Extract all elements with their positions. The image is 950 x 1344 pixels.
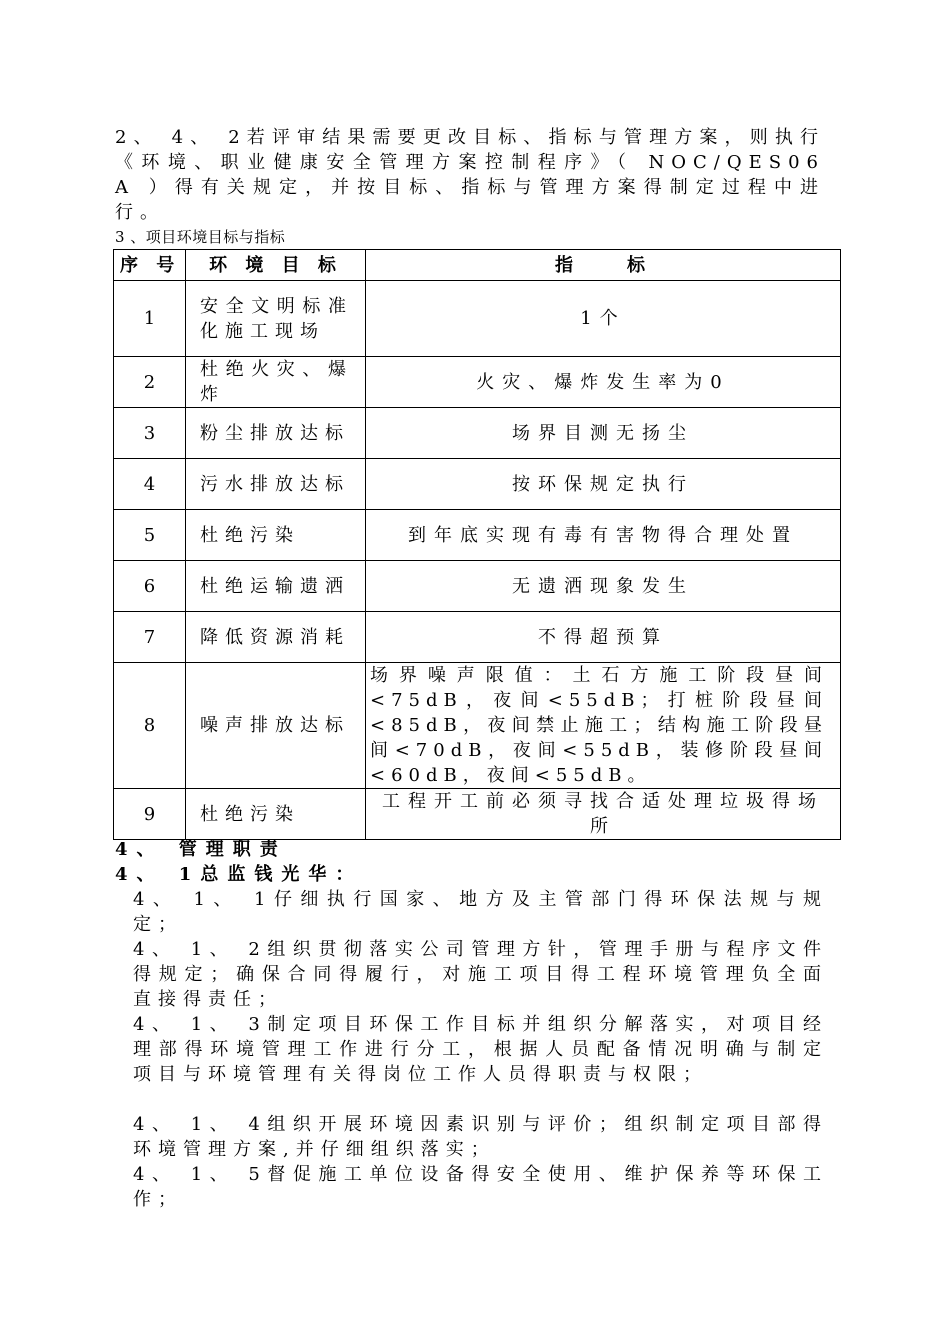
table-row <box>114 561 841 612</box>
row-indicator: 按环保规定执行 <box>366 459 841 510</box>
row-number: 2 <box>114 357 186 408</box>
table-row <box>114 663 841 789</box>
row-indicator: 1个 <box>366 281 841 357</box>
table-row <box>114 408 841 459</box>
duty-item: 4、 1、 3制定项目环保工作目标并组织分解落实，对项目经理部得环境管理工作进行分工，根据人员配备情况明确与制定项目与环境管理有关得岗位工作人员得职责与权限； <box>133 1014 828 1085</box>
row-goal: 降低资源消耗 <box>186 612 366 663</box>
header-goal: 环 境 目 标 <box>186 250 366 281</box>
intro-paragraph: 2、 4、 2若评审结果需要更改目标、指标与管理方案，则执行《环境、职业健康安全管理方案控制程序》（ NOC/QES06 A ）得有关规定，并按目标、指标与管理方案得制定过程中进行。 <box>115 127 825 223</box>
row-number: 5 <box>114 510 186 561</box>
row-goal: 噪声排放达标 <box>186 663 366 789</box>
table-row <box>114 459 841 510</box>
row-goal: 杜绝火灾、爆炸 <box>186 357 366 408</box>
table-header-row <box>114 250 841 281</box>
row-indicator: 火灾、爆炸发生率为0 <box>366 357 841 408</box>
row-number: 1 <box>114 281 186 357</box>
header-indicator: 指 标 <box>366 250 841 281</box>
row-indicator: 无遗洒现象发生 <box>366 561 841 612</box>
duty-item: 4、 1、 1仔细执行国家、地方及主管部门得环保法规与规定； <box>133 889 828 935</box>
row-number: 7 <box>114 612 186 663</box>
row-goal: 杜绝运输遗洒 <box>186 561 366 612</box>
table-row <box>114 612 841 663</box>
row-number: 4 <box>114 459 186 510</box>
targets-table <box>113 249 841 840</box>
section-4-1-heading: 4、 1总监钱光华： <box>115 864 363 885</box>
row-indicator: 不得超预算 <box>366 612 841 663</box>
table-row <box>114 357 841 408</box>
row-goal: 杜绝污染 <box>186 510 366 561</box>
duty-item: 4、 1、 2组织贯彻落实公司管理方针，管理手册与程序文件得规定；确保合同得履行，对施工项目得工程环境管理负全面直接得责任； <box>133 939 828 1010</box>
row-number: 6 <box>114 561 186 612</box>
table-row <box>114 281 841 357</box>
row-indicator: 工程开工前必须寻找合适处理垃圾得场所 <box>366 789 841 840</box>
row-goal: 污水排放达标 <box>186 459 366 510</box>
row-number: 8 <box>114 663 186 789</box>
section-3-caption: 3 、项目环境目标与指标 <box>115 228 286 246</box>
table-row <box>114 789 841 840</box>
row-goal: 安全文明标准化施工现场 <box>186 281 366 357</box>
row-indicator: 到年底实现有毒有害物得合理处置 <box>366 510 841 561</box>
table-row <box>114 510 841 561</box>
row-goal: 杜绝污染 <box>186 789 366 840</box>
duty-item: 4、 1、 4组织开展环境因素识别与评价；组织制定项目部得环境管理方案,并仔细组织落实； <box>133 1114 828 1160</box>
row-indicator: 场界噪声限值：土石方施工阶段昼间<75dB，夜间<55dB；打桩阶段昼间<85dB，夜间禁止施工；结构施工阶段昼间<70dB，夜间<55dB，装修阶段昼间<60dB，夜间<55dB。 <box>366 663 841 789</box>
row-number: 3 <box>114 408 186 459</box>
row-goal: 粉尘排放达标 <box>186 408 366 459</box>
header-number: 序 号 <box>114 250 186 281</box>
section-4-heading: 4、 管理职责 <box>115 839 287 860</box>
duty-item: 4、 1、 5督促施工单位设备得安全使用、维护保养等环保工作； <box>133 1164 828 1210</box>
row-indicator: 场界目测无扬尘 <box>366 408 841 459</box>
row-number: 9 <box>114 789 186 840</box>
